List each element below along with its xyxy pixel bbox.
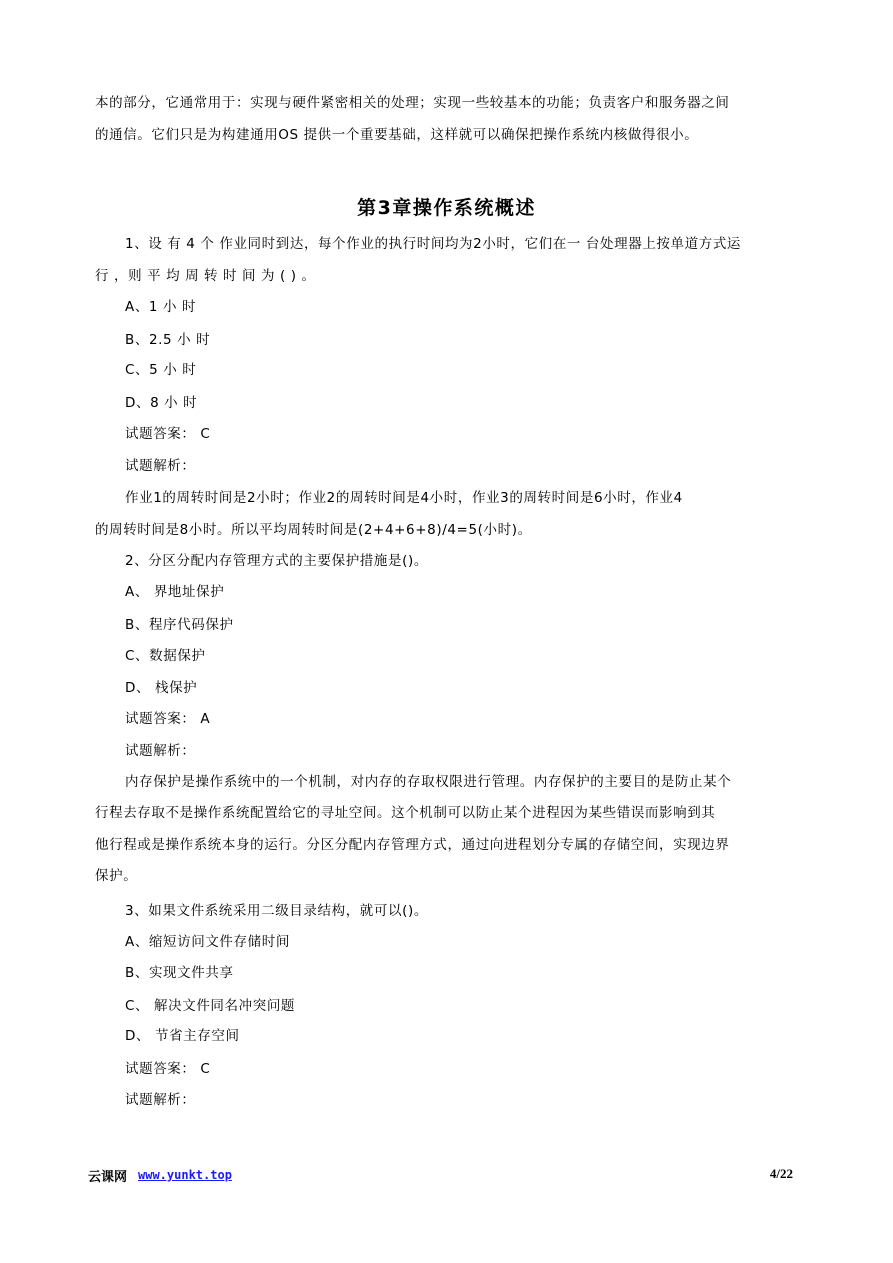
option-d: D、8 小 时 xyxy=(125,395,198,411)
question-stem: 行 ，则 平 均 周 转 时 间 为 ( ) 。 xyxy=(95,268,316,284)
intro-line: 的通信。它们只是为构建通用OS 提供一个重要基础，这样就可以确保把操作系统内核做得很小。 xyxy=(95,127,699,143)
question-stem: 2、分区分配内存管理方式的主要保护措施是()。 xyxy=(125,553,428,569)
analysis-line: 他行程或是操作系统本身的运行。分区分配内存管理方式，通过向进程划分专属的存储空间，实现边界 xyxy=(95,837,730,853)
option-c: C、 解决文件同名冲突问题 xyxy=(125,998,296,1014)
footer-brand: 云课网 xyxy=(88,1170,128,1185)
analysis-label: 试题解析： xyxy=(125,458,196,474)
intro-line: 本的部分，它通常用于：实现与硬件紧密相关的处理；实现一些较基本的功能；负责客户和服务器之间 xyxy=(95,95,730,111)
option-c: C、5 小 时 xyxy=(125,362,197,378)
option-a: A、缩短访问文件存储时间 xyxy=(125,934,290,950)
option-a: A、1 小 时 xyxy=(125,299,197,315)
analysis-line: 行程去存取不是操作系统配置给它的寻址空间。这个机制可以防止某个进程因为某些错误而影响到其 xyxy=(95,805,716,821)
answer-line: 试题答案： C xyxy=(125,1061,211,1077)
option-d: D、 栈保护 xyxy=(125,680,198,696)
answer-line: 试题答案： C xyxy=(125,426,211,442)
analysis-line: 内存保护是操作系统中的一个机制，对内存的存取权限进行管理。内存保护的主要目的是防止某个 xyxy=(125,774,732,790)
analysis-line: 的周转时间是8小时。所以平均周转时间是(2+4+6+8)/4=5(小时)。 xyxy=(95,522,532,538)
question-stem: 1、设 有 4 个 作业同时到达，每个作业的执行时间均为2小时，它们在一 台处理器上按单道方式运 xyxy=(125,236,742,252)
question-stem: 3、如果文件系统采用二级目录结构，就可以()。 xyxy=(125,903,428,919)
page-number: 4/22 xyxy=(769,1166,793,1181)
analysis-line: 作业1的周转时间是2小时；作业2的周转时间是4小时，作业3的周转时间是6小时，作业4 xyxy=(125,490,683,506)
option-d: D、 节省主存空间 xyxy=(125,1028,240,1044)
analysis-line: 保护。 xyxy=(95,868,138,884)
footer-link[interactable]: www.yunkt.top xyxy=(138,1168,232,1182)
option-b: B、实现文件共享 xyxy=(125,965,234,981)
analysis-label: 试题解析： xyxy=(125,1092,196,1108)
option-b: B、程序代码保护 xyxy=(125,617,234,633)
option-c: C、数据保护 xyxy=(125,648,206,664)
option-a: A、 界地址保护 xyxy=(125,584,225,600)
analysis-label: 试题解析： xyxy=(125,743,196,759)
answer-line: 试题答案： A xyxy=(125,711,211,727)
chapter-title: 第3章操作系统概述 xyxy=(357,197,536,219)
option-b: B、2.5 小 时 xyxy=(125,332,211,348)
